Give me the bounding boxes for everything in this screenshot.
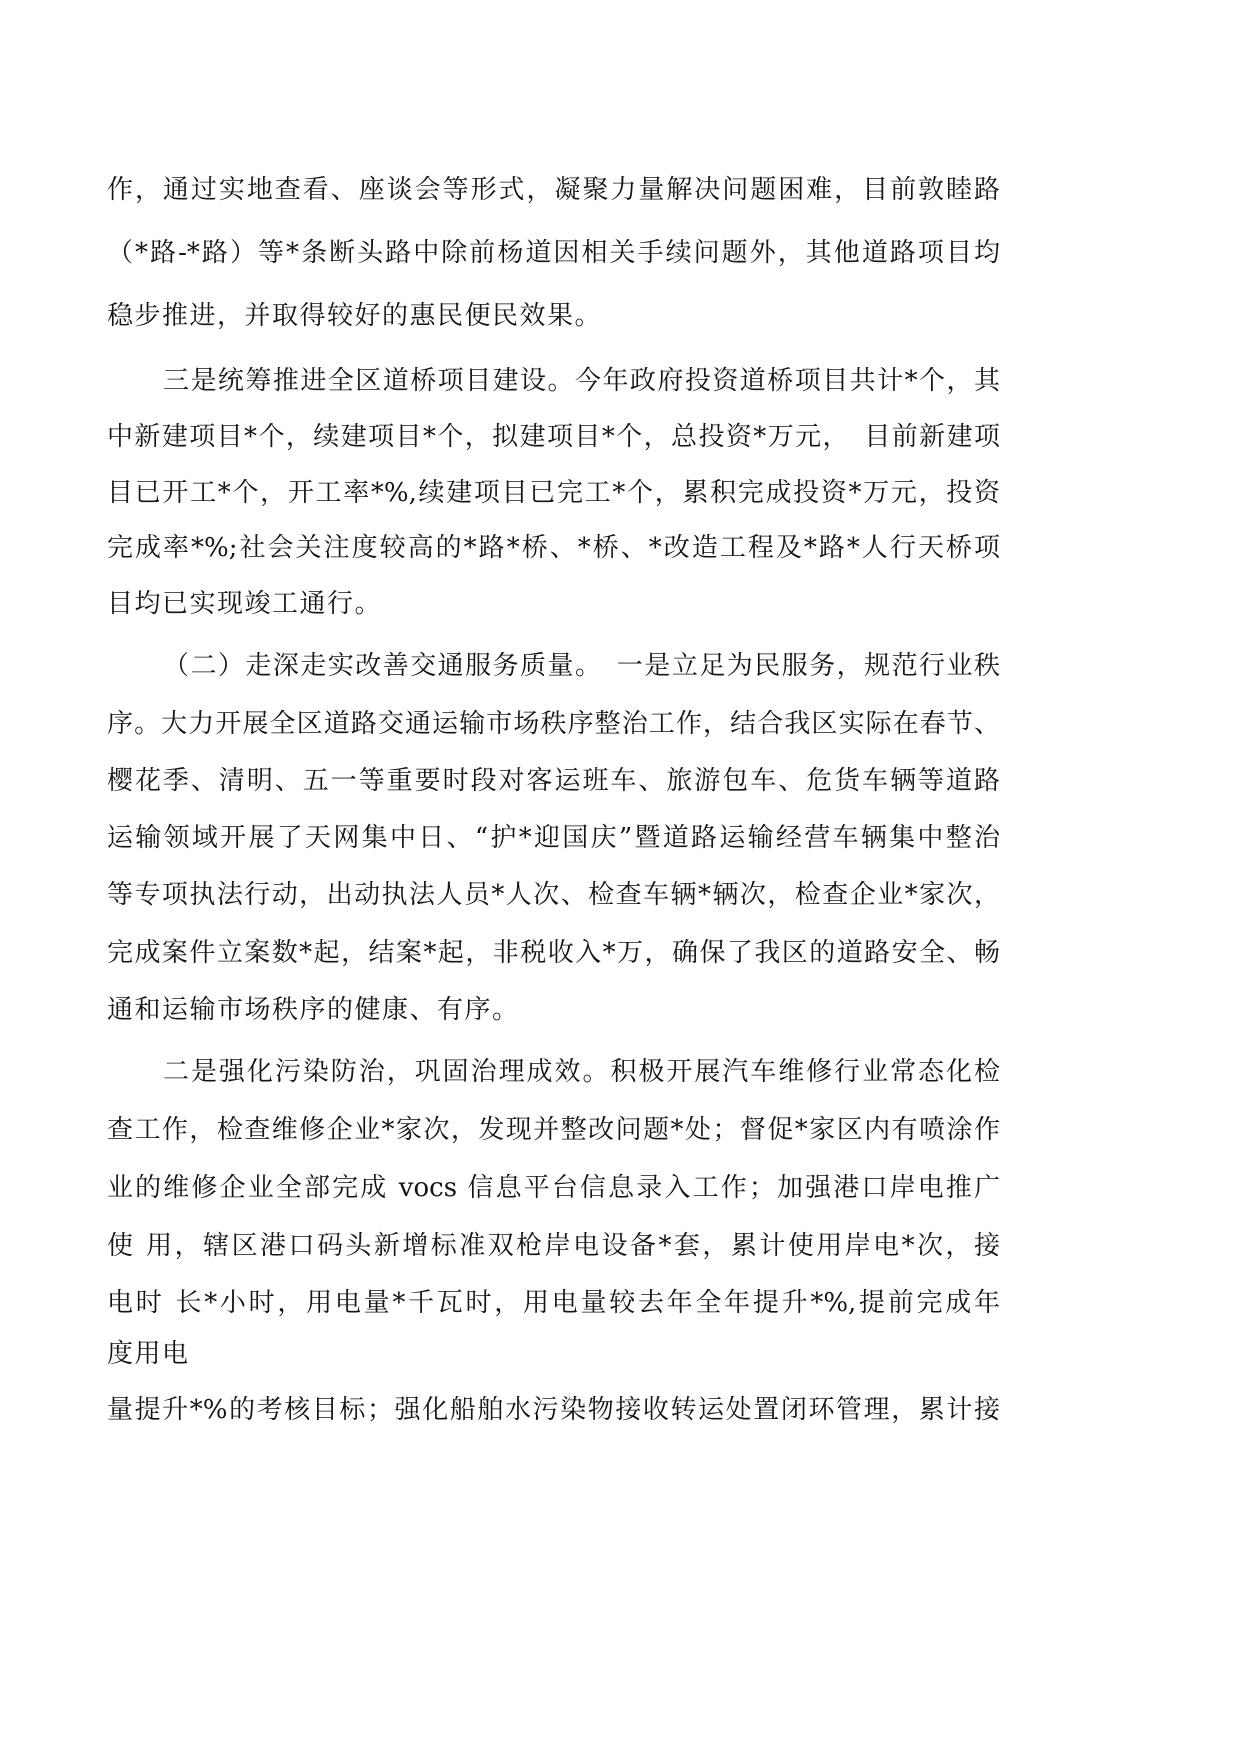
text-line: 完成案件立案数*起，结案*起，非税收入*万，确保了我区的道路安全、畅 bbox=[107, 938, 1000, 968]
text-line: （二）走深走实改善交通服务质量。 一是立足为民服务，规范行业秩 bbox=[163, 651, 1000, 681]
text-line: 使 用，辖区港口码头新增标准双枪岸电设备*套，累计使用岸电*次，接 bbox=[107, 1231, 1000, 1261]
text-line: 目均已实现竣工通行。 bbox=[107, 589, 383, 619]
text-line: 量提升*%的考核目标；强化船舶水污染物接收转运处置闭环管理，累计接 bbox=[107, 1395, 1000, 1425]
text-line: （*路-*路）等*条断头路中除前杨道因相关手续问题外，其他道路项目均 bbox=[107, 238, 1000, 268]
text-line: 二是强化污染防治，巩固治理成效。积极开展汽车维修行业常态化检 bbox=[163, 1057, 1000, 1087]
text-line: 运输领域开展了天网集中日、“护*迎国庆”暨道路运输经营车辆集中整治 bbox=[107, 823, 1000, 853]
text-line: 中新建项目*个，续建项目*个，拟建项目*个，总投资*万元， 目前新建项 bbox=[107, 422, 1000, 452]
text-line: 完成率*%;社会关注度较高的*路*桥、*桥、*改造工程及*路*人行天桥项 bbox=[107, 533, 1000, 563]
text-line: 等专项执法行动，出动执法人员*人次、检查车辆*辆次，检查企业*家次， bbox=[107, 880, 1000, 910]
text-line: 电时 长*小时，用电量*千瓦时，用电量较去年全年提升*%,提前完成年 bbox=[107, 1288, 1000, 1318]
text-line: 业的维修企业全部完成 vocs 信息平台信息录入工作；加强港口岸电推广 bbox=[107, 1173, 1000, 1203]
text-line: 稳步推进，并取得较好的惠民便民效果。 bbox=[107, 301, 603, 331]
text-line: 樱花季、清明、五一等重要时段对客运班车、旅游包车、危货车辆等道路 bbox=[107, 766, 1000, 796]
text-line: 序。大力开展全区道路交通运输市场秩序整治工作，结合我区实际在春节、 bbox=[107, 709, 1000, 739]
text-line: 度用电 bbox=[107, 1339, 190, 1369]
text-line: 作，通过实地查看、座谈会等形式，凝聚力量解决问题困难，目前敦睦路 bbox=[107, 175, 1000, 205]
text-line: 查工作，检查维修企业*家次，发现并整改问题*处；督促*家区内有喷涂作 bbox=[107, 1115, 1000, 1145]
text-line: 三是统筹推进全区道桥项目建设。今年政府投资道桥项目共计*个，其 bbox=[163, 366, 1000, 396]
text-line: 目已开工*个，开工率*%,续建项目已完工*个，累积完成投资*万元，投资 bbox=[107, 478, 1000, 508]
text-line: 通和运输市场秩序的健康、有序。 bbox=[107, 995, 520, 1025]
